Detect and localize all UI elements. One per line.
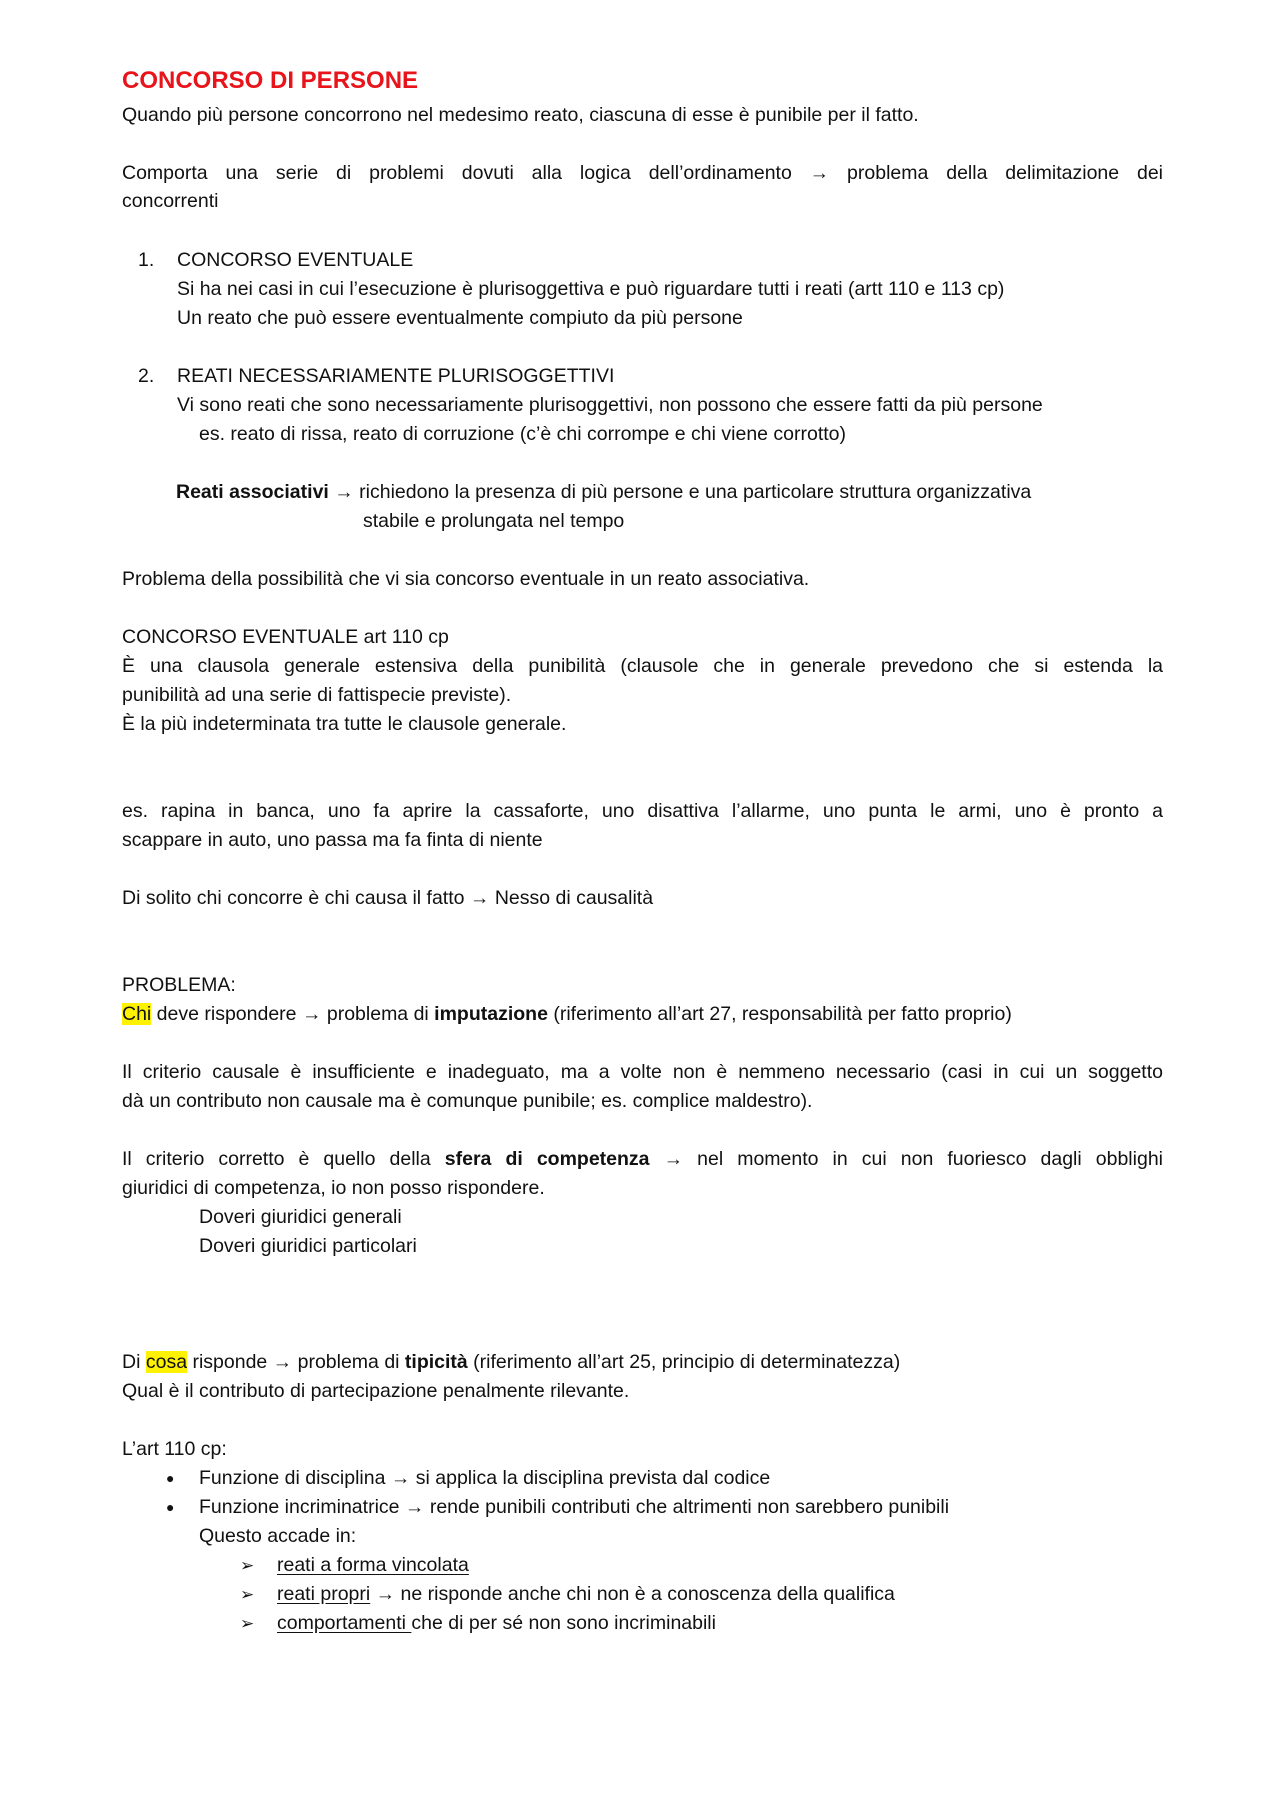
problems-paragraph-line1: Comporta una serie di problemi dovuti alla logica dell’ordinamento → problema della delimitazione dei [122, 162, 1163, 184]
assoc-line1 [176, 478, 1031, 507]
highlight-cosa: cosa [145, 1351, 188, 1373]
item1-line2: Un reato che può essere eventualmente compiuto da più persone [177, 307, 743, 329]
example-line1: es. rapina in banca, uno fa aprire la cassaforte, uno disattiva l’allarme, uno punta le armi, uno è pronto a [122, 800, 1163, 822]
cosa-tipicita: tipicità [404, 1351, 468, 1373]
sub-item-reati-propri [277, 1580, 895, 1609]
assoc-bold: Reati associativi [176, 481, 329, 503]
problems-paragraph-line2: concorrenti [122, 190, 219, 212]
sub-item-forma-vincolata [277, 1551, 469, 1580]
item2-heading: REATI NECESSARIAMENTE PLURISOGGETTIVI [177, 365, 615, 387]
sub2-rest: → ne risponde anche chi non è a conoscenza della qualifica [370, 1583, 895, 1605]
criterio-corretto-line1 [122, 1145, 1163, 1174]
problema-heading: PROBLEMA: [122, 974, 236, 996]
criterio-corretto-line2: giuridici di competenza, io non posso rispondere. [122, 1177, 545, 1199]
arrow-bullet-icon: ➢ [240, 1556, 255, 1575]
sub-item-comportamenti [277, 1609, 716, 1638]
criterio-corretto-start: Il criterio corretto è quello della [122, 1148, 445, 1170]
art110-p1-line2: punibilità ad una serie di fattispecie previste). [122, 684, 512, 706]
item2-line1: Vi sono reati che sono necessariamente plurisoggettivi, non possono che essere fatti da più persone [177, 394, 1043, 416]
cosa-line [122, 1348, 900, 1377]
doveri-generali: Doveri giuridici generali [199, 1206, 402, 1228]
art110-p1-line1: È una clausola generale estensiva della punibilità (clausole che in generale prevedono che si estenda la [122, 655, 1163, 677]
item1-line1: Si ha nei casi in cui l’esecuzione è plurisoggettiva e può riguardare tutti i reati (artt 110 e 113 cp) [177, 278, 1005, 300]
bullet-disciplina: Funzione di disciplina → si applica la disciplina prevista dal codice [199, 1467, 771, 1489]
bullet-icon: ● [166, 1499, 175, 1515]
arrow-bullet-icon: ➢ [240, 1614, 255, 1633]
criterio-corretto-end: → nel momento in cui non fuoriesco dagli obblighi [649, 1148, 1163, 1170]
intro-text: Quando più persone concorrono nel medesimo reato, ciascuna di esse è punibile per il fatto. [122, 104, 919, 126]
assoc-line2: stabile e prolungata nel tempo [363, 510, 625, 532]
item1-heading: CONCORSO EVENTUALE [177, 249, 414, 271]
arrow-bullet-icon: ➢ [240, 1585, 255, 1604]
causal-line: Di solito chi concorre è chi causa il fatto → Nesso di causalità [122, 887, 654, 909]
example-line2: scappare in auto, uno passa ma fa finta di niente [122, 829, 543, 851]
questo-accade: Questo accade in: [199, 1525, 357, 1547]
item2-line2: es. reato di rissa, reato di corruzione (c’è chi corrompe e chi viene corrotto) [199, 423, 847, 445]
sub3-underlined: comportamenti [277, 1612, 412, 1634]
highlight-chi: Chi [122, 1003, 152, 1025]
problema-chi-end: (riferimento all’art 27, responsabilità per fatto proprio) [547, 1003, 1012, 1025]
problema-chi-mid: deve rispondere → problema di [151, 1003, 435, 1025]
cosa-mid: risponde → problema di [187, 1351, 405, 1373]
bullet-icon: ● [166, 1470, 175, 1486]
problema-chi-line [122, 1000, 1012, 1029]
art110-funzioni-heading: L’art 110 cp: [122, 1438, 227, 1460]
art110-heading: CONCORSO EVENTUALE art 110 cp [122, 626, 449, 648]
assoc-rest: → richiedono la presenza di più persone e una particolare struttura organizzativa [328, 481, 1032, 503]
cosa-line2: Qual è il contributo di partecipazione penalmente rilevante. [122, 1380, 630, 1402]
criterio-corretto-bold: sfera di competenza [444, 1148, 650, 1170]
criterio-causale-line1: Il criterio causale è insufficiente e inadeguato, ma a volte non è nemmeno necessario (casi in cui un soggetto [122, 1061, 1163, 1083]
criterio-causale-line2: dà un contributo non causale ma è comunque punibile; es. complice maldestro). [122, 1090, 813, 1112]
sub1-text: reati a forma vincolata [277, 1554, 469, 1576]
problema-imputazione: imputazione [434, 1003, 548, 1025]
item2-number: 2. [138, 365, 155, 387]
item1-number: 1. [138, 249, 155, 271]
cosa-end: (riferimento all’art 25, principio di determinatezza) [467, 1351, 901, 1373]
doveri-particolari: Doveri giuridici particolari [199, 1235, 417, 1257]
sub3-rest: che di per sé non sono incriminabili [411, 1612, 716, 1634]
bullet-incriminatrice: Funzione incriminatrice → rende punibili contributi che altrimenti non sarebbero punibili [199, 1496, 950, 1518]
cosa-start: Di [122, 1351, 146, 1373]
problema-assoc: Problema della possibilità che vi sia concorso eventuale in un reato associativa. [122, 568, 810, 590]
art110-p2: È la più indeterminata tra tutte le clausole generale. [122, 713, 567, 735]
page-title: CONCORSO DI PERSONE [122, 67, 419, 94]
sub2-underlined: reati propri [277, 1583, 371, 1605]
